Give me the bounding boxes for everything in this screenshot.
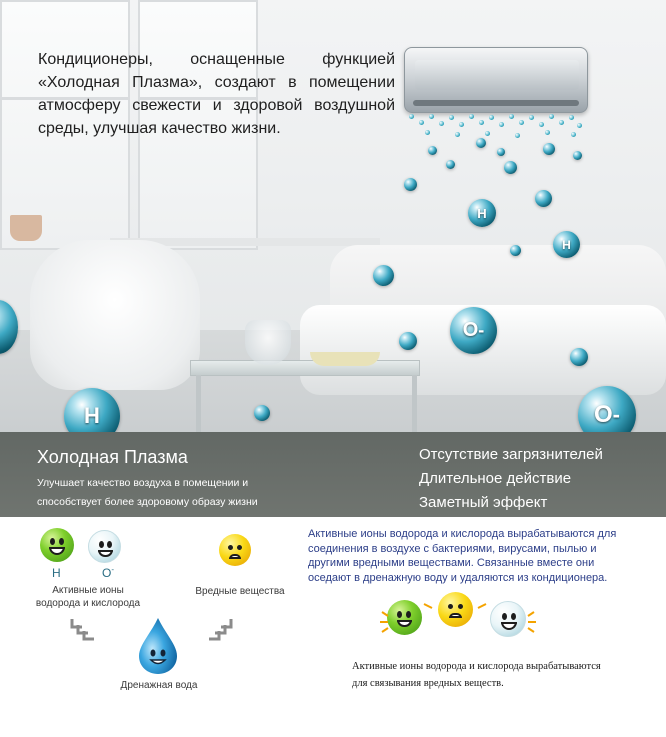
ion-small	[254, 405, 270, 421]
oxygen-ion-bubble: O -	[450, 307, 497, 354]
feature-title: Холодная Плазма	[37, 447, 188, 467]
benefit-item: Отсутствие загрязнителей	[419, 446, 603, 463]
ion-small	[428, 146, 437, 155]
atom-h-label: H	[52, 566, 61, 580]
coffee-table	[190, 360, 420, 376]
sparkle-lines-icon	[378, 594, 538, 642]
hydrogen-ion-face-icon	[40, 528, 74, 562]
arrow-down-left-icon	[205, 617, 233, 645]
ion-small	[404, 178, 417, 191]
flower-pot	[10, 215, 42, 241]
benefits-list	[419, 443, 603, 515]
intro-paragraph: Кондиционеры, оснащенные функцией «Холодная Плазма», создают в помещении атмосферу свежести и здоровой воздушной среды, улучшая качество жизни.	[38, 51, 395, 137]
ion-small	[497, 148, 505, 156]
benefit-item: Длительное действие	[419, 470, 572, 487]
hydrogen-ion-bubble: H	[64, 388, 120, 432]
armchair	[30, 240, 200, 390]
harmful-label: Вредные вещества	[195, 586, 285, 597]
harmful-substance-face-icon	[219, 534, 251, 566]
ion-small	[504, 161, 517, 174]
air-conditioner-unit	[404, 47, 588, 113]
oxygen-ion-face-icon	[88, 530, 121, 563]
hydrogen-ion-bubble: H	[468, 199, 496, 227]
atom-o-label: O-	[102, 565, 115, 580]
oxygen-ion-bubble: O -	[578, 386, 636, 432]
fruit-bowl	[310, 352, 380, 366]
ion-small	[373, 265, 394, 286]
ion-small	[570, 348, 588, 366]
diagram-caption: Активные ионы водорода и кислорода вырабатываются для связывания вредных веществ.	[352, 661, 601, 689]
ion-small	[543, 143, 555, 155]
explanation-text: Активные ионы водорода и кислорода вырабатываются для соединения в воздухе с бактериями, вирусами, пылью и другими вредными веществами. Связанные вместе они оседают в дренажную воду и удаляются из кондиционера.	[308, 528, 617, 584]
ions-label: Активные ионы водорода и кислорода	[35, 585, 141, 609]
hydrogen-ion-bubble: H	[553, 231, 580, 258]
feature-description: Улучшает качество воздуха в помещении и способствует более здоровому образу жизни	[37, 477, 258, 508]
vase	[245, 320, 291, 365]
water-label: Дренажная вода	[120, 680, 198, 691]
ion-small	[399, 332, 417, 350]
water-drop-face-icon	[137, 617, 179, 675]
ion-small	[476, 138, 486, 148]
ion-mist	[405, 112, 585, 142]
benefit-item: Заметный эффект	[419, 494, 548, 511]
ion-small	[573, 151, 582, 160]
arrow-down-right-icon	[70, 617, 98, 645]
ion-small	[446, 160, 455, 169]
ion-small	[510, 245, 521, 256]
ion-small	[535, 190, 552, 207]
